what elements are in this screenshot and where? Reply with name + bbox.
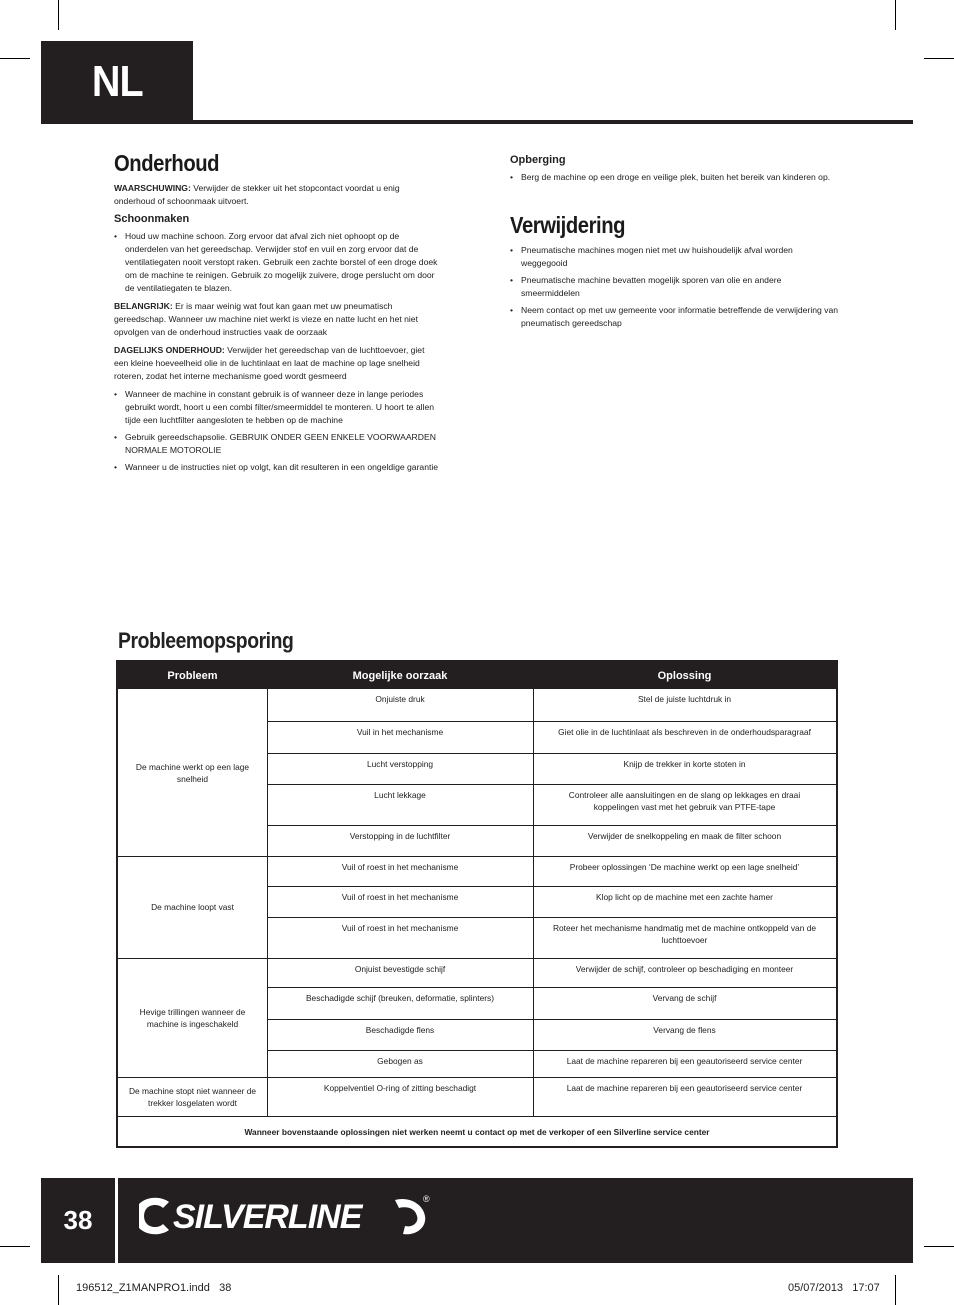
storage-heading: Opberging — [510, 154, 566, 166]
solution-cell: Controleer alle aansluitingen en de slang op lekkages en draai koppelingen vast met het gebruik van PTFE-tape — [568, 790, 801, 812]
cause-cell: Koppelventiel O-ring of zitting beschadigt — [323, 1083, 477, 1093]
storage-list — [510, 171, 840, 184]
footer-divider — [115, 1178, 118, 1263]
storage-section — [510, 152, 840, 189]
disposal-list — [510, 244, 840, 330]
list-item: • Berg de machine op een droge en veilige plek, buiten het bereik van kinderen op. — [510, 171, 840, 184]
solution-cell: Laat de machine repareren bij een geautoriseerd service center — [566, 1056, 803, 1066]
solution-cell: Vervang de schijf — [652, 993, 717, 1003]
column-header-problem: Probleem — [167, 669, 218, 682]
cause-cell: Vuil of roest in het mechanisme — [341, 862, 459, 872]
list-item: • Pneumatische machines mogen niet met uw huishoudelijk afval worden weggegooid — [510, 244, 840, 270]
cause-cell: Vuil in het mechanisme — [356, 727, 444, 737]
problem-cell: Hevige trillingen wanneer de machine is ingeschakeld — [139, 1006, 246, 1029]
list-item: • Wanneer u de instructies niet op volgt, kan dit resulteren in een ongeldige garantie — [114, 461, 440, 474]
cause-cell: Beschadigde schijf (breuken, deformatie, splinters) — [305, 993, 495, 1003]
list-item: • Pneumatische machine bevatten mogelijk sporen van olie en andere smeermiddelen — [510, 274, 840, 300]
solution-cell: Laat de machine repareren bij een geautoriseerd service center — [566, 1083, 803, 1093]
crop-mark — [0, 58, 30, 59]
cause-cell: Vuil of roest in het mechanisme — [341, 892, 459, 902]
crop-mark — [924, 1246, 954, 1247]
list-item: • Neem contact op met uw gemeente voor informatie betreffende de verwijdering van pneumatisch gereedschap — [510, 304, 840, 330]
column-header-cause: Mogelijke oorzaak — [352, 669, 448, 682]
solution-cell: Probeer oplossingen ‘De machine werkt op een lage snelheid’ — [569, 862, 800, 872]
solution-cell: Stel de juiste luchtdruk in — [637, 694, 732, 704]
list-item: • Houd uw machine schoon. Zorg ervoor dat afval zich niet ophoopt op de onderdelen van het gereedschap. Verwijder stof en vuil en zorg ervoor dat de ventilatiegaten nooit verstopt raken. Gebruik een zachte borstel of een droge doek om de machine te reinigen. Gebruik zo mogelijk zuivere, droge perslucht om door de ventilatiegaten te blazen. — [114, 230, 440, 295]
language-code: NL — [91, 57, 143, 106]
registered-mark: ® — [423, 1194, 430, 1204]
language-tab — [41, 41, 193, 123]
list-item: • Wanneer de machine in constant gebruik is of wanneer deze in lange periodes gebruikt wordt, hoort u een combi filter/smeermiddel te monteren. U hoort te allen tijde een luchtfilter aangesloten te hebben op de machine — [114, 388, 440, 427]
crop-mark — [0, 1246, 30, 1247]
wrench-left-icon — [139, 1198, 169, 1235]
solution-cell: Klop licht op de machine met een zachte hamer — [596, 892, 773, 902]
crop-mark — [895, 1275, 896, 1305]
troubleshooting-title: Probleemopsporing — [118, 628, 294, 653]
crop-mark — [58, 1275, 59, 1305]
disposal-title: Verwijdering — [510, 212, 626, 238]
maintenance-list — [114, 388, 440, 474]
table-header — [118, 662, 836, 689]
cause-cell: Onjuist bevestigde schijf — [354, 964, 446, 974]
problem-cell: De machine stopt niet wanneer de trekker losgelaten wordt — [128, 1085, 257, 1108]
solution-cell: Verwijder de schijf, controleer op beschadiging en monteer — [575, 964, 794, 974]
solution-cell: Verwijder de snelkoppeling en maak de filter schoon — [587, 831, 782, 841]
cause-cell: Verstopping in de luchtfilter — [349, 831, 451, 841]
wrench-right-icon — [395, 1199, 425, 1234]
solution-cell: Knijp de trekker in korte stoten in — [623, 759, 746, 769]
crop-mark — [895, 0, 896, 30]
cause-cell: Vuil of roest in het mechanisme — [341, 923, 459, 933]
list-item: • Gebruik gereedschapsolie. GEBRUIK ONDER GEEN ENKELE VOORWAARDEN NORMALE MOTOROLIE — [114, 431, 440, 457]
table-footer-note: Wanneer bovenstaande oplossingen niet werken neemt u contact op met de verkoper of een Silverline service center — [244, 1127, 710, 1137]
crop-mark — [58, 0, 59, 30]
important-paragraph: BELANGRIJK: Er is maar weinig wat fout kan gaan met uw pneumatisch gereedschap. Wanneer uw machine niet werkt is vieze en natte lucht en het niet opvolgen van de onderhoud instructies vaak de oorzaak — [114, 301, 418, 337]
daily-maintenance-paragraph: DAGELIJKS ONDERHOUD: Verwijder het gereedschap van de luchttoevoer, giet een kleine hoeveelheid olie in de luchtinlaat en laat de machine op lage snelheid roteren, zodat het interne mechanisme goed wordt gesmeerd — [114, 345, 425, 381]
cleaning-list — [114, 230, 440, 295]
page-number: 38 — [63, 1205, 93, 1235]
column-header-solution: Oplossing — [657, 669, 712, 682]
cause-cell: Lucht verstopping — [366, 759, 434, 769]
solution-cell: Giet olie in de luchtinlaat als beschreven in de onderhoudsparagraaf — [558, 727, 811, 737]
brand-wordmark: SILVERLINE — [173, 1198, 362, 1236]
maintenance-section — [114, 150, 440, 479]
crop-mark — [924, 58, 954, 59]
troubleshooting-table — [116, 660, 838, 1148]
cleaning-heading: Schoonmaken — [114, 213, 190, 225]
cause-cell: Onjuiste druk — [375, 694, 425, 704]
solution-cell: Roteer het mechanisme handmatig met de machine ontkoppeld van de luchttoevoer — [552, 923, 817, 945]
print-date: 05/07/2013 17:07 — [788, 1282, 880, 1294]
problem-cell: De machine werkt op een lage snelheid — [135, 761, 250, 784]
cause-cell: Gebogen as — [377, 1056, 423, 1066]
header-rule — [41, 120, 913, 124]
cause-cell: Lucht lekkage — [374, 790, 426, 800]
maintenance-title: Onderhoud — [114, 150, 220, 176]
problem-cell: De machine loopt vast — [151, 902, 234, 912]
warning-paragraph: WAARSCHUWING: Verwijder de stekker uit het stopcontact voordat u enig onderhoud of schoonmaak uitvoert. — [114, 183, 400, 206]
footer-bar — [41, 1178, 913, 1263]
silverline-logo — [133, 1190, 433, 1240]
cause-cell: Beschadigde flens — [365, 1025, 435, 1035]
file-reference: 196512_Z1MANPRO1.indd 38 — [76, 1282, 232, 1294]
solution-cell: Vervang de flens — [653, 1025, 716, 1035]
disposal-section — [510, 212, 840, 335]
